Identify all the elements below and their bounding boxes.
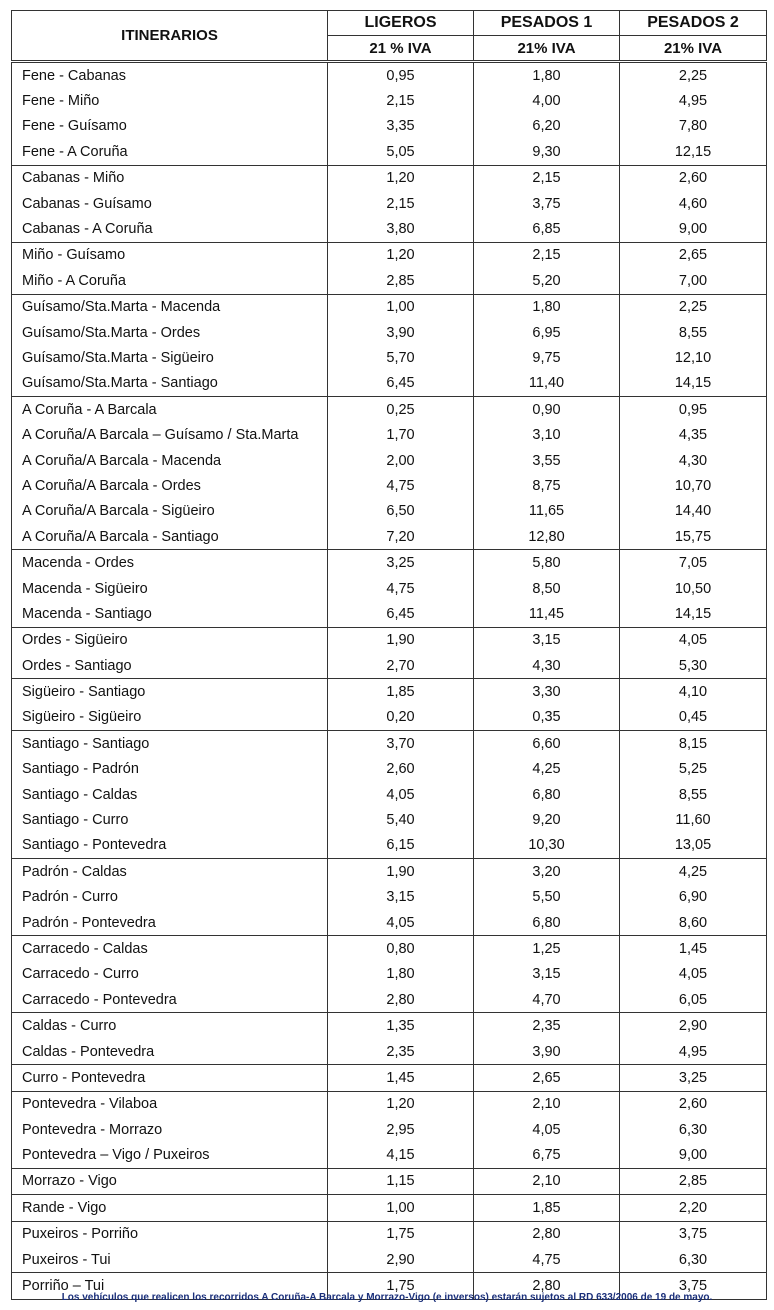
- route-cell: Ordes - Santiago: [12, 653, 328, 679]
- table-row: [12, 782, 767, 807]
- pesados-1-cell: 1,80: [474, 62, 620, 89]
- pesados-2-cell: 4,25: [620, 859, 767, 885]
- pesados-1-cell: 0,90: [474, 397, 620, 423]
- pesados-2-cell: 15,75: [620, 524, 767, 550]
- ligeros-cell: 3,80: [328, 216, 474, 242]
- pesados-1-cell: 6,20: [474, 114, 620, 139]
- route-cell: Guísamo/Sta.Marta - Ordes: [12, 320, 328, 345]
- route-cell: Curro - Pontevedra: [12, 1065, 328, 1091]
- table-row: [12, 885, 767, 910]
- ligeros-cell: 1,75: [328, 1221, 474, 1247]
- route-cell: Carracedo - Curro: [12, 962, 328, 987]
- ligeros-cell: 4,75: [328, 576, 474, 601]
- ligeros-cell: 1,85: [328, 679, 474, 705]
- ligeros-cell: 1,15: [328, 1168, 474, 1194]
- header-pesados-1: PESADOS 1: [474, 11, 620, 36]
- pesados-2-cell: 12,15: [620, 139, 767, 165]
- route-cell: Caldas - Curro: [12, 1013, 328, 1039]
- pesados-1-cell: 5,80: [474, 550, 620, 576]
- pesados-2-cell: 8,55: [620, 320, 767, 345]
- pesados-1-cell: 2,35: [474, 1013, 620, 1039]
- ligeros-cell: 4,15: [328, 1142, 474, 1168]
- pesados-1-cell: 2,10: [474, 1168, 620, 1194]
- table-row: [12, 371, 767, 397]
- table-row: [12, 524, 767, 550]
- route-cell: Padrón - Curro: [12, 885, 328, 910]
- route-cell: Macenda - Sigüeiro: [12, 576, 328, 601]
- ligeros-cell: 3,70: [328, 731, 474, 757]
- route-cell: Cabanas - Miño: [12, 165, 328, 191]
- ligeros-cell: 6,15: [328, 833, 474, 859]
- pesados-1-cell: 4,05: [474, 1117, 620, 1142]
- route-cell: Puxeiros - Porriño: [12, 1221, 328, 1247]
- route-cell: Pontevedra - Vilaboa: [12, 1091, 328, 1117]
- route-cell: Guísamo/Sta.Marta - Sigüeiro: [12, 345, 328, 370]
- route-cell: Santiago - Santiago: [12, 731, 328, 757]
- pesados-1-cell: 6,75: [474, 1142, 620, 1168]
- route-cell: Rande - Vigo: [12, 1195, 328, 1221]
- table-row: [12, 1117, 767, 1142]
- table-row: [12, 448, 767, 473]
- table-row: [12, 859, 767, 885]
- pesados-2-cell: 8,60: [620, 910, 767, 936]
- table-row: [12, 139, 767, 165]
- pesados-2-cell: 2,60: [620, 1091, 767, 1117]
- pesados-2-cell: 2,90: [620, 1013, 767, 1039]
- ligeros-cell: 1,20: [328, 242, 474, 268]
- ligeros-cell: 2,35: [328, 1039, 474, 1065]
- pesados-2-cell: 2,65: [620, 242, 767, 268]
- pesados-1-cell: 4,00: [474, 88, 620, 113]
- route-cell: Sigüeiro - Santiago: [12, 679, 328, 705]
- pesados-2-cell: 14,15: [620, 371, 767, 397]
- pesados-2-cell: 9,00: [620, 1142, 767, 1168]
- ligeros-cell: 1,00: [328, 294, 474, 320]
- ligeros-cell: 0,80: [328, 936, 474, 962]
- pesados-2-cell: 0,95: [620, 397, 767, 423]
- pesados-2-cell: 2,25: [620, 62, 767, 89]
- route-cell: A Coruña/A Barcala – Guísamo / Sta.Marta: [12, 422, 328, 447]
- route-cell: Morrazo - Vigo: [12, 1168, 328, 1194]
- pesados-2-cell: 3,75: [620, 1221, 767, 1247]
- table-row: [12, 987, 767, 1013]
- table-row: [12, 807, 767, 832]
- route-cell: Pontevedra - Morrazo: [12, 1117, 328, 1142]
- pesados-1-cell: 4,30: [474, 653, 620, 679]
- pesados-2-cell: 10,50: [620, 576, 767, 601]
- pesados-1-cell: 2,80: [474, 1273, 620, 1299]
- pesados-1-cell: 3,15: [474, 627, 620, 653]
- table-row: [12, 576, 767, 601]
- table-row: [12, 653, 767, 679]
- table-row: [12, 62, 767, 89]
- table-row: [12, 1091, 767, 1117]
- pesados-1-cell: 11,45: [474, 601, 620, 627]
- table-row: [12, 962, 767, 987]
- pesados-2-cell: 10,70: [620, 473, 767, 498]
- table-row: [12, 1247, 767, 1273]
- route-cell: Pontevedra – Vigo / Puxeiros: [12, 1142, 328, 1168]
- route-cell: Caldas - Pontevedra: [12, 1039, 328, 1065]
- pesados-2-cell: 4,05: [620, 962, 767, 987]
- pesados-1-cell: 0,35: [474, 705, 620, 731]
- route-cell: Santiago - Caldas: [12, 782, 328, 807]
- pesados-2-cell: 12,10: [620, 345, 767, 370]
- pesados-2-cell: 13,05: [620, 833, 767, 859]
- route-cell: Padrón - Caldas: [12, 859, 328, 885]
- pesados-2-cell: 2,25: [620, 294, 767, 320]
- route-cell: Cabanas - Guísamo: [12, 191, 328, 216]
- ligeros-cell: 7,20: [328, 524, 474, 550]
- ligeros-cell: 2,80: [328, 987, 474, 1013]
- pesados-1-cell: 8,50: [474, 576, 620, 601]
- route-cell: Santiago - Pontevedra: [12, 833, 328, 859]
- pesados-2-cell: 2,85: [620, 1168, 767, 1194]
- pesados-2-cell: 6,90: [620, 885, 767, 910]
- ligeros-cell: 0,25: [328, 397, 474, 423]
- table-row: [12, 294, 767, 320]
- header-ligeros: LIGEROS: [328, 11, 474, 36]
- route-cell: Carracedo - Caldas: [12, 936, 328, 962]
- table-row: [12, 320, 767, 345]
- ligeros-cell: 2,15: [328, 88, 474, 113]
- route-cell: Sigüeiro - Sigüeiro: [12, 705, 328, 731]
- table-row: [12, 1013, 767, 1039]
- table-row: [12, 910, 767, 936]
- ligeros-cell: 1,35: [328, 1013, 474, 1039]
- pesados-2-cell: 5,25: [620, 757, 767, 782]
- table-body: [12, 62, 767, 1300]
- header-iva-pesados-2: 21% IVA: [620, 36, 767, 62]
- header-iva-ligeros: 21 % IVA: [328, 36, 474, 62]
- route-cell: Guísamo/Sta.Marta - Santiago: [12, 371, 328, 397]
- ligeros-cell: 1,80: [328, 962, 474, 987]
- ligeros-cell: 2,85: [328, 268, 474, 294]
- table-row: [12, 1142, 767, 1168]
- pesados-2-cell: 4,95: [620, 1039, 767, 1065]
- ligeros-cell: 3,15: [328, 885, 474, 910]
- pesados-2-cell: 3,75: [620, 1273, 767, 1299]
- pesados-2-cell: 9,00: [620, 216, 767, 242]
- table-row: [12, 1221, 767, 1247]
- route-cell: Macenda - Ordes: [12, 550, 328, 576]
- route-cell: Santiago - Padrón: [12, 757, 328, 782]
- ligeros-cell: 1,75: [328, 1273, 474, 1299]
- pesados-1-cell: 1,80: [474, 294, 620, 320]
- pesados-1-cell: 2,10: [474, 1091, 620, 1117]
- pesados-2-cell: 4,60: [620, 191, 767, 216]
- pesados-1-cell: 5,20: [474, 268, 620, 294]
- table-row: [12, 1168, 767, 1194]
- table-row: [12, 114, 767, 139]
- pesados-2-cell: 1,45: [620, 936, 767, 962]
- pesados-1-cell: 4,75: [474, 1247, 620, 1273]
- route-cell: Fene - Miño: [12, 88, 328, 113]
- route-cell: Macenda - Santiago: [12, 601, 328, 627]
- route-cell: Puxeiros - Tui: [12, 1247, 328, 1273]
- pesados-1-cell: 12,80: [474, 524, 620, 550]
- ligeros-cell: 2,60: [328, 757, 474, 782]
- table-row: [12, 242, 767, 268]
- table-row: [12, 473, 767, 498]
- ligeros-cell: 1,45: [328, 1065, 474, 1091]
- pesados-1-cell: 10,30: [474, 833, 620, 859]
- pesados-2-cell: 4,05: [620, 627, 767, 653]
- pesados-2-cell: 8,15: [620, 731, 767, 757]
- pesados-2-cell: 4,30: [620, 448, 767, 473]
- table-row: [12, 833, 767, 859]
- pesados-2-cell: 4,95: [620, 88, 767, 113]
- pesados-1-cell: 9,30: [474, 139, 620, 165]
- table-row: [12, 601, 767, 627]
- pesados-2-cell: 14,40: [620, 499, 767, 524]
- pesados-2-cell: 7,80: [620, 114, 767, 139]
- ligeros-cell: 1,90: [328, 627, 474, 653]
- ligeros-cell: 1,20: [328, 165, 474, 191]
- route-cell: Ordes - Sigüeiro: [12, 627, 328, 653]
- pesados-2-cell: 8,55: [620, 782, 767, 807]
- ligeros-cell: 6,50: [328, 499, 474, 524]
- route-cell: A Coruña/A Barcala - Sigüeiro: [12, 499, 328, 524]
- pesados-1-cell: 6,85: [474, 216, 620, 242]
- ligeros-cell: 2,00: [328, 448, 474, 473]
- pesados-1-cell: 6,80: [474, 782, 620, 807]
- pesados-2-cell: 4,10: [620, 679, 767, 705]
- pesados-1-cell: 3,10: [474, 422, 620, 447]
- pesados-1-cell: 3,15: [474, 962, 620, 987]
- table-row: [12, 422, 767, 447]
- ligeros-cell: 2,90: [328, 1247, 474, 1273]
- ligeros-cell: 5,40: [328, 807, 474, 832]
- ligeros-cell: 2,95: [328, 1117, 474, 1142]
- table-row: [12, 499, 767, 524]
- table-row: [12, 1195, 767, 1221]
- pesados-2-cell: 7,05: [620, 550, 767, 576]
- pesados-1-cell: 11,40: [474, 371, 620, 397]
- route-cell: Padrón - Pontevedra: [12, 910, 328, 936]
- pesados-1-cell: 2,15: [474, 165, 620, 191]
- pesados-1-cell: 6,80: [474, 910, 620, 936]
- pesados-1-cell: 6,95: [474, 320, 620, 345]
- pesados-2-cell: 6,30: [620, 1117, 767, 1142]
- ligeros-cell: 2,15: [328, 191, 474, 216]
- table-row: [12, 191, 767, 216]
- table-row: [12, 679, 767, 705]
- route-cell: Santiago - Curro: [12, 807, 328, 832]
- table-row: [12, 627, 767, 653]
- header-pesados-2: PESADOS 2: [620, 11, 767, 36]
- pesados-1-cell: 2,65: [474, 1065, 620, 1091]
- header-iva-pesados-1: 21% IVA: [474, 36, 620, 62]
- pesados-2-cell: 3,25: [620, 1065, 767, 1091]
- pesados-2-cell: 0,45: [620, 705, 767, 731]
- route-cell: A Coruña/A Barcala - Santiago: [12, 524, 328, 550]
- pesados-1-cell: 4,25: [474, 757, 620, 782]
- pesados-1-cell: 3,75: [474, 191, 620, 216]
- ligeros-cell: 3,90: [328, 320, 474, 345]
- table-row: [12, 216, 767, 242]
- pesados-2-cell: 6,30: [620, 1247, 767, 1273]
- pesados-1-cell: 3,55: [474, 448, 620, 473]
- ligeros-cell: 4,75: [328, 473, 474, 498]
- pesados-1-cell: 2,15: [474, 242, 620, 268]
- pesados-1-cell: 3,30: [474, 679, 620, 705]
- ligeros-cell: 4,05: [328, 910, 474, 936]
- route-cell: Cabanas - A Coruña: [12, 216, 328, 242]
- table-row: [12, 550, 767, 576]
- pesados-1-cell: 8,75: [474, 473, 620, 498]
- route-cell: Guísamo/Sta.Marta - Macenda: [12, 294, 328, 320]
- route-cell: A Coruña/A Barcala - Ordes: [12, 473, 328, 498]
- route-cell: Miño - A Coruña: [12, 268, 328, 294]
- route-cell: Fene - A Coruña: [12, 139, 328, 165]
- header-itinerarios: ITINERARIOS: [12, 11, 328, 62]
- pesados-1-cell: 2,80: [474, 1221, 620, 1247]
- pesados-1-cell: 1,85: [474, 1195, 620, 1221]
- table-row: [12, 1039, 767, 1065]
- ligeros-cell: 4,05: [328, 782, 474, 807]
- ligeros-cell: 1,00: [328, 1195, 474, 1221]
- footnote: Los vehículos que realicen los recorridos A Coruña-A Barcala y Morrazo-Vigo (e inversos) estarán sujetos al RD 633/2006 de 19 de mayo.: [61, 1292, 713, 1303]
- ligeros-cell: 5,70: [328, 345, 474, 370]
- table-row: [12, 757, 767, 782]
- ligeros-cell: 0,95: [328, 62, 474, 89]
- pesados-1-cell: 9,20: [474, 807, 620, 832]
- pesados-2-cell: 2,20: [620, 1195, 767, 1221]
- pesados-2-cell: 7,00: [620, 268, 767, 294]
- pesados-2-cell: 5,30: [620, 653, 767, 679]
- pesados-1-cell: 5,50: [474, 885, 620, 910]
- ligeros-cell: 1,90: [328, 859, 474, 885]
- table-row: [12, 936, 767, 962]
- table-row: [12, 397, 767, 423]
- pesados-2-cell: 14,15: [620, 601, 767, 627]
- ligeros-cell: 1,70: [328, 422, 474, 447]
- ligeros-cell: 6,45: [328, 601, 474, 627]
- pesados-2-cell: 4,35: [620, 422, 767, 447]
- pesados-2-cell: 11,60: [620, 807, 767, 832]
- ligeros-cell: 2,70: [328, 653, 474, 679]
- table-row: [12, 268, 767, 294]
- pesados-1-cell: 3,20: [474, 859, 620, 885]
- route-cell: Porriño – Tui: [12, 1273, 328, 1299]
- table-row: [12, 165, 767, 191]
- pesados-1-cell: 9,75: [474, 345, 620, 370]
- ligeros-cell: 0,20: [328, 705, 474, 731]
- pesados-2-cell: 6,05: [620, 987, 767, 1013]
- ligeros-cell: 1,20: [328, 1091, 474, 1117]
- ligeros-cell: 3,35: [328, 114, 474, 139]
- route-cell: Fene - Guísamo: [12, 114, 328, 139]
- ligeros-cell: 6,45: [328, 371, 474, 397]
- table-row: [12, 88, 767, 113]
- pesados-1-cell: 6,60: [474, 731, 620, 757]
- route-cell: Fene - Cabanas: [12, 62, 328, 89]
- table-row: [12, 731, 767, 757]
- table-row: [12, 705, 767, 731]
- route-cell: A Coruña - A Barcala: [12, 397, 328, 423]
- pesados-1-cell: 11,65: [474, 499, 620, 524]
- ligeros-cell: 5,05: [328, 139, 474, 165]
- toll-table: [11, 10, 767, 1300]
- route-cell: Miño - Guísamo: [12, 242, 328, 268]
- pesados-1-cell: 4,70: [474, 987, 620, 1013]
- ligeros-cell: 3,25: [328, 550, 474, 576]
- route-cell: A Coruña/A Barcala - Macenda: [12, 448, 328, 473]
- pesados-1-cell: 1,25: [474, 936, 620, 962]
- pesados-2-cell: 2,60: [620, 165, 767, 191]
- pesados-1-cell: 3,90: [474, 1039, 620, 1065]
- route-cell: Carracedo - Pontevedra: [12, 987, 328, 1013]
- table-row: [12, 345, 767, 370]
- table-row: [12, 1065, 767, 1091]
